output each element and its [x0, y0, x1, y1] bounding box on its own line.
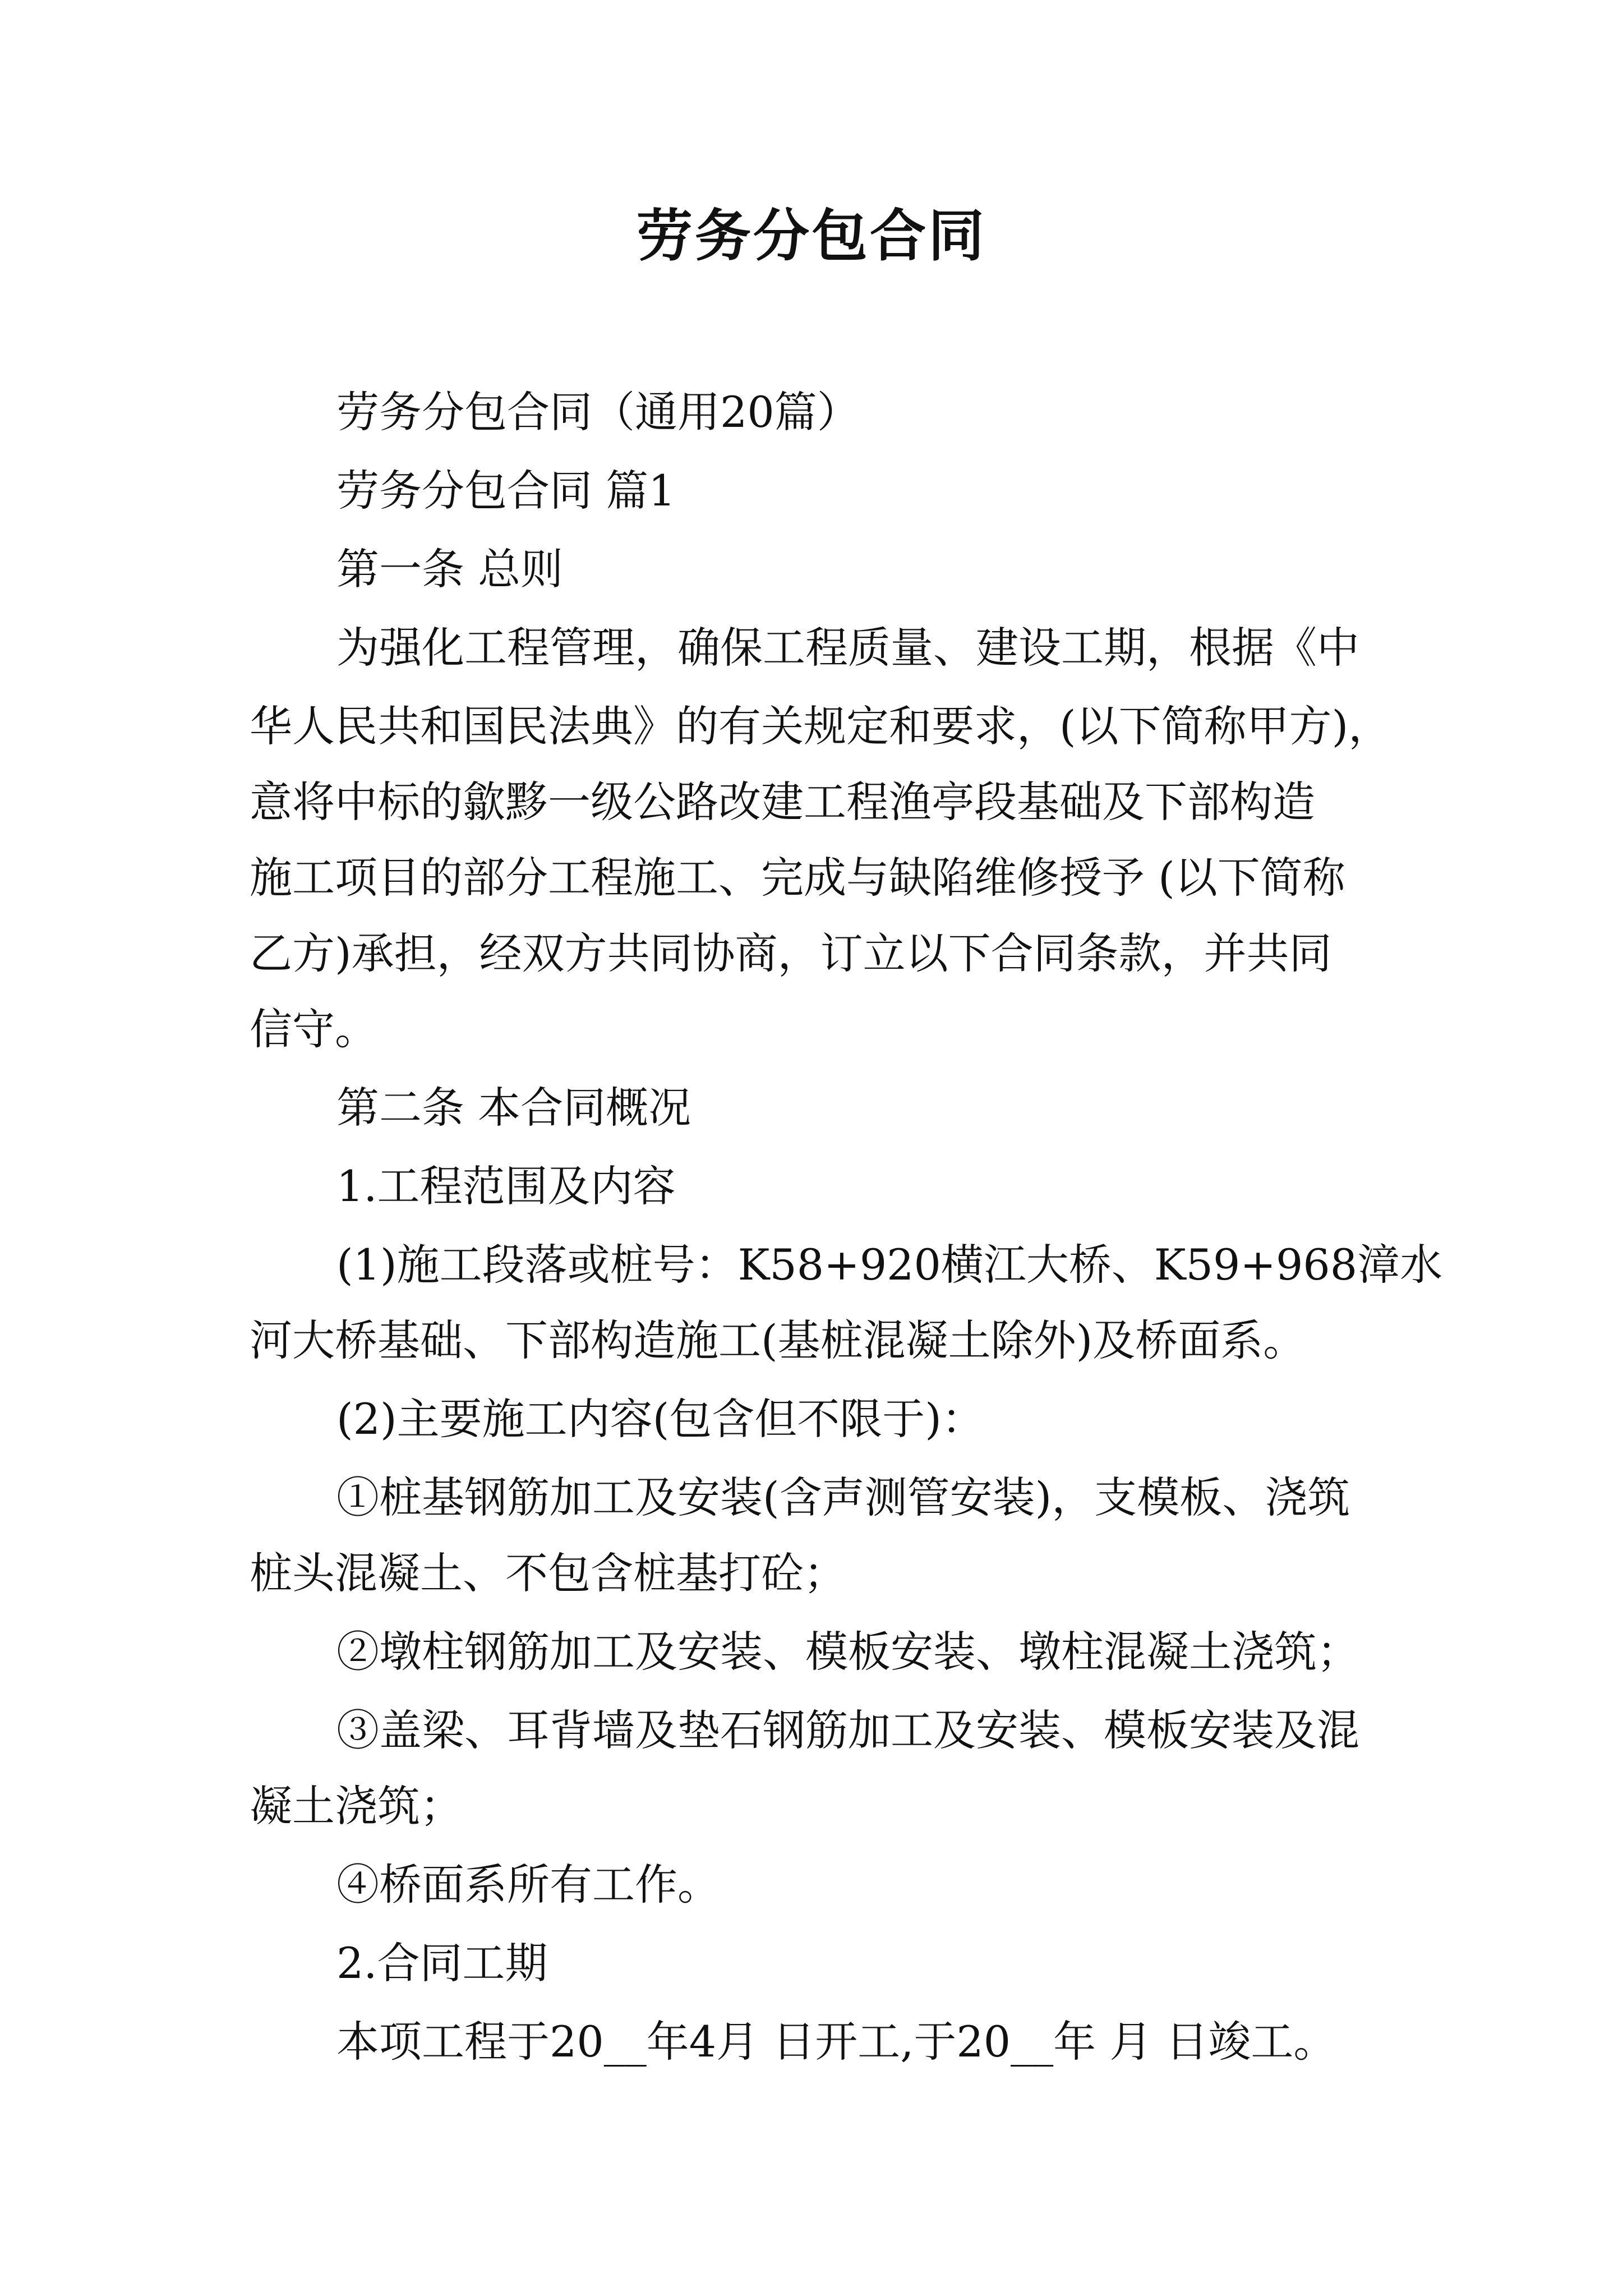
- paragraph-line: 信守。: [250, 1004, 377, 1054]
- section-heading: 劳务分包合同 篇1: [336, 466, 676, 516]
- paragraph-line: 华人民共和国民法典》的有关规定和要求，(以下简称甲方)，: [250, 701, 1391, 751]
- paragraph-line: (1)施工段落或桩号：K58+920横江大桥、K59+968漳水: [336, 1240, 1443, 1290]
- article-heading: 第一条 总则: [336, 544, 564, 594]
- paragraph-line: 意将中标的歙黟一级公路改建工程渔亭段基础及下部构造: [250, 777, 1315, 827]
- document-title: 劳务分包合同: [637, 203, 986, 269]
- clause-heading: 2.合同工期: [336, 1938, 548, 1988]
- paragraph-line: ④桥面系所有工作。: [336, 1860, 720, 1910]
- paragraph-line: ②墩柱钢筋加工及安装、模板安装、墩柱混凝土浇筑；: [336, 1627, 1359, 1677]
- paragraph-line: ③盖梁、耳背墙及垫石钢筋加工及安装、模板安装及混: [336, 1705, 1359, 1755]
- clause-heading: 1.工程范围及内容: [336, 1161, 676, 1211]
- paragraph-line: (2)主要施工内容(包含但不限于)：: [336, 1394, 984, 1444]
- subtitle-line: 劳务分包合同（通用20篇）: [336, 387, 860, 437]
- paragraph-line: 施工项目的部分工程施工、完成与缺陷维修授予 (以下简称: [250, 853, 1345, 903]
- paragraph-line: 桩头混凝土、不包含桩基打砼；: [250, 1548, 846, 1598]
- paragraph-line: 本项工程于20__年4月 日开工,于20__年 月 日竣工。: [336, 2017, 1336, 2067]
- article-heading: 第二条 本合同概况: [336, 1083, 691, 1133]
- paragraph-line: ①桩基钢筋加工及安装(含声测管安装)，支模板、浇筑: [336, 1473, 1350, 1522]
- paragraph-line: 凝土浇筑；: [250, 1781, 463, 1831]
- paragraph-line: 乙方)承担，经双方共同协商，订立以下合同条款，并共同: [250, 928, 1332, 978]
- paragraph-line: 为强化工程管理，确保工程质量、建设工期，根据《中: [336, 623, 1359, 673]
- paragraph-line: 河大桥基础、下部构造施工(基桩混凝土除外)及桥面系。: [250, 1315, 1306, 1365]
